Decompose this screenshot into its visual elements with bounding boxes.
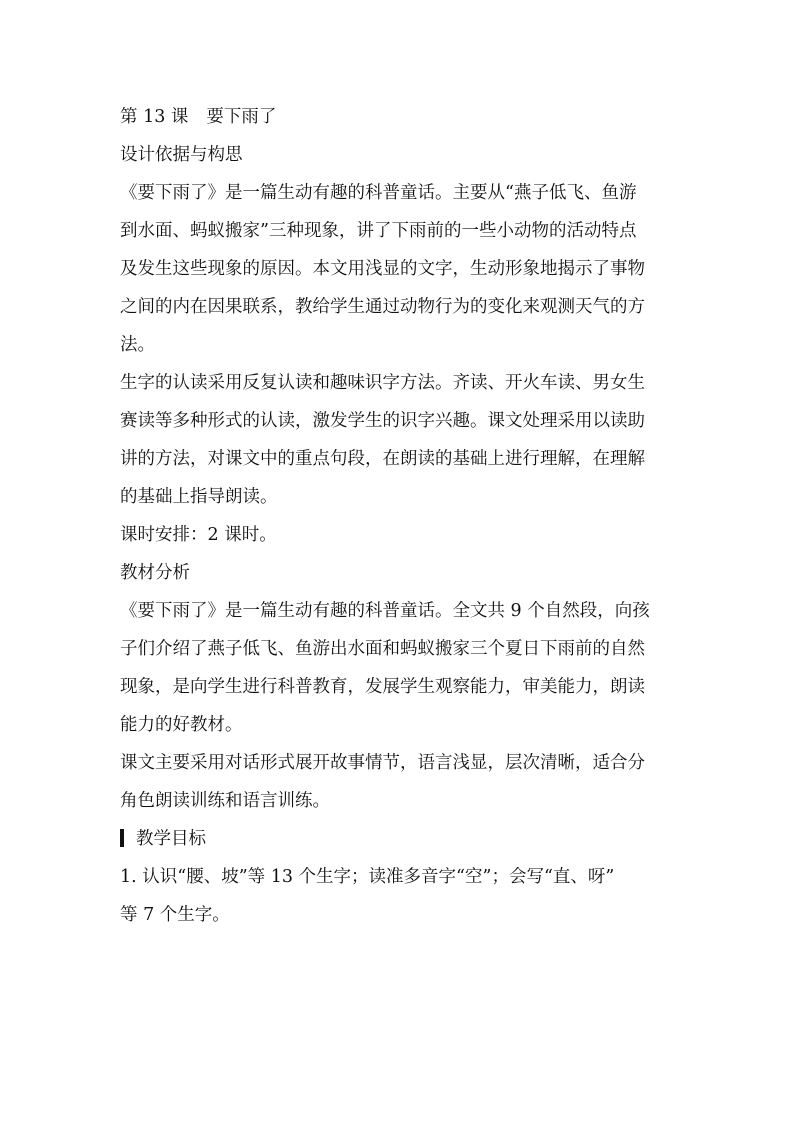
paragraph-line: 生字的认读采用反复认读和趣味识字方法。齐读、开火车读、男女生 — [120, 373, 645, 393]
paragraph-line: 现象，是向学生进行科普教育，发展学生观察能力，审美能力，朗读 — [120, 677, 645, 697]
document-body — [120, 101, 680, 931]
paragraph-design-basis — [120, 177, 680, 361]
paragraph-dialogue-form — [120, 747, 680, 817]
lesson-title-line — [120, 101, 680, 133]
paragraph-line: 课文主要采用对话形式展开故事情节，语言浅显，层次清晰，适合分 — [120, 753, 645, 773]
heading-bar-icon — [120, 829, 124, 847]
lesson-title: 要下雨了 — [206, 107, 277, 127]
paragraph-line: 到水面、蚂蚁搬家”三种现象，讲了下雨前的一些小动物的活动特点 — [120, 221, 637, 241]
paragraph-line: 之间的内在因果联系，教给学生通过动物行为的变化来观测天气的方 — [120, 297, 645, 317]
paragraph-line: 《要下雨了》是一篇生动有趣的科普童话。主要从“燕子低飞、鱼游 — [120, 183, 637, 203]
paragraph-material-analysis — [120, 595, 680, 741]
paragraph-line: 1. 认识“腰、坡”等 13 个生字；读准多音字“空”；会写“直、呀” — [120, 867, 615, 887]
paragraph-line: 的基础上指导朗读。 — [120, 487, 278, 507]
section-heading-design: 设计依据与构思 — [120, 145, 243, 165]
paragraph-character-reading — [120, 367, 680, 513]
paragraph-line: 子们介绍了燕子低飞、鱼游出水面和蚂蚁搬家三个夏日下雨前的自然 — [120, 639, 645, 659]
lesson-number: 第 13 课 — [120, 107, 189, 127]
paragraph-line: 法。 — [120, 335, 155, 355]
paragraph-line: 能力的好教材。 — [120, 715, 243, 735]
paragraph-line: 讲的方法，对课文中的重点句段，在朗读的基础上进行理解，在理解 — [120, 449, 645, 469]
paragraph-line: 及发生这些现象的原因。本文用浅显的文字，生动形象地揭示了事物 — [120, 259, 645, 279]
section-heading-goals — [120, 823, 680, 855]
paragraph-line: 角色朗读训练和语言训练。 — [120, 791, 330, 811]
paragraph-line: 《要下雨了》是一篇生动有趣的科普童话。全文共 9 个自然段，向孩 — [120, 601, 650, 621]
paragraph-line: 赛读等多种形式的认读，激发学生的识字兴趣。课文处理采用以读助 — [120, 411, 645, 431]
section-heading-analysis: 教材分析 — [120, 563, 190, 583]
section-heading-goals-text: 教学目标 — [136, 829, 206, 849]
schedule-line: 课时安排：2 课时。 — [120, 525, 277, 545]
paragraph-line: 等 7 个生字。 — [120, 905, 230, 925]
goal-item-1 — [120, 861, 680, 931]
